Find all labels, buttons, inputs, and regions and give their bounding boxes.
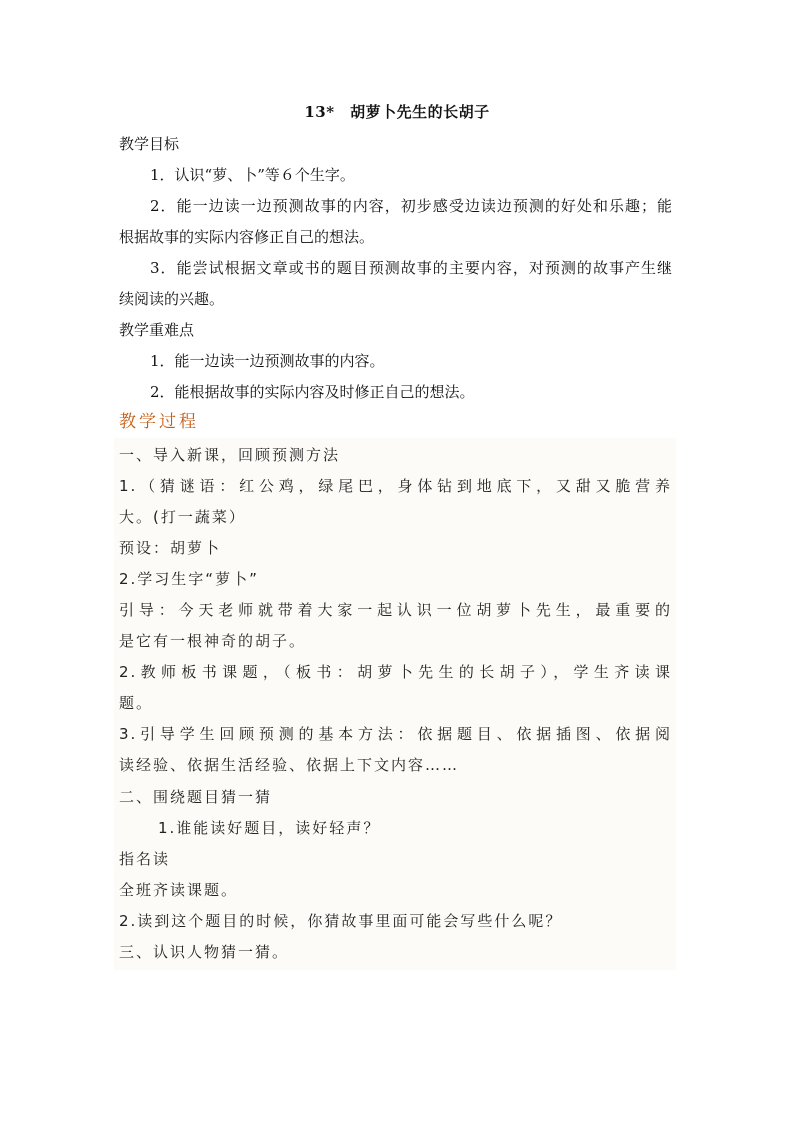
process-line: 题。 — [119, 694, 154, 712]
process-line: 是它有一根神奇的胡子。 — [119, 632, 307, 650]
objective-line: 1．认识“萝、卜”等６个生字。 — [150, 166, 355, 184]
process-line: 1.（猜谜语：红公鸡，绿尾巴，身体钻到地底下，又甜又脆营养 — [119, 477, 672, 495]
process-line: 二、围绕题目猜一猜 — [119, 788, 273, 806]
process-line: 2.学习生字“萝卜” — [119, 570, 259, 588]
difficulty-line: 2．能根据故事的实际内容及时修正自己的想法。 — [150, 383, 475, 401]
difficulty-line: 1．能一边读一边预测故事的内容。 — [150, 352, 385, 370]
process-line: 读经验、依据生活经验、依据上下文内容…… — [119, 756, 460, 774]
process-line: 一、导入新课，回顾预测方法 — [119, 446, 341, 464]
process-line: 预设：胡萝卜 — [119, 539, 222, 557]
objective-line: 2．能一边读一边预测故事的内容，初步感受边读边预测的好处和乐趣；能 — [150, 197, 672, 215]
process-line: 2.读到这个题目的时候，你猜故事里面可能会写些什么呢？ — [119, 912, 563, 930]
difficulty-heading: 教学重难点 — [119, 321, 195, 339]
objective-line: 3．能尝试根据文章或书的题目预测故事的主要内容，对预测的故事产生继 — [150, 259, 672, 277]
process-line: 3.引导学生回顾预测的基本方法：依据题目、依据插图、依据阅 — [119, 725, 672, 743]
process-line: 2.教师板书课题，（板书：胡萝卜先生的长胡子），学生齐读课 — [119, 663, 672, 681]
process-line: 大。(打一蔬菜） — [119, 508, 246, 526]
process-line: 1.谁能读好题目，读好轻声？ — [158, 819, 381, 837]
objective-line: 根据故事的实际内容修正自己的想法。 — [119, 228, 375, 246]
process-line: 指名读 — [119, 850, 171, 868]
process-line: 全班齐读课题。 — [119, 881, 239, 899]
process-heading: 教学过程 — [119, 412, 199, 432]
process-line: 引导：今天老师就带着大家一起认识一位胡萝卜先生，最重要的 — [119, 601, 672, 619]
document-title: 13* 胡萝卜先生的长胡子 — [304, 103, 490, 121]
process-line: 三、认识人物猜一猜。 — [119, 943, 290, 961]
objective-line: 续阅读的兴趣。 — [119, 290, 225, 308]
objectives-heading: 教学目标 — [119, 135, 180, 153]
